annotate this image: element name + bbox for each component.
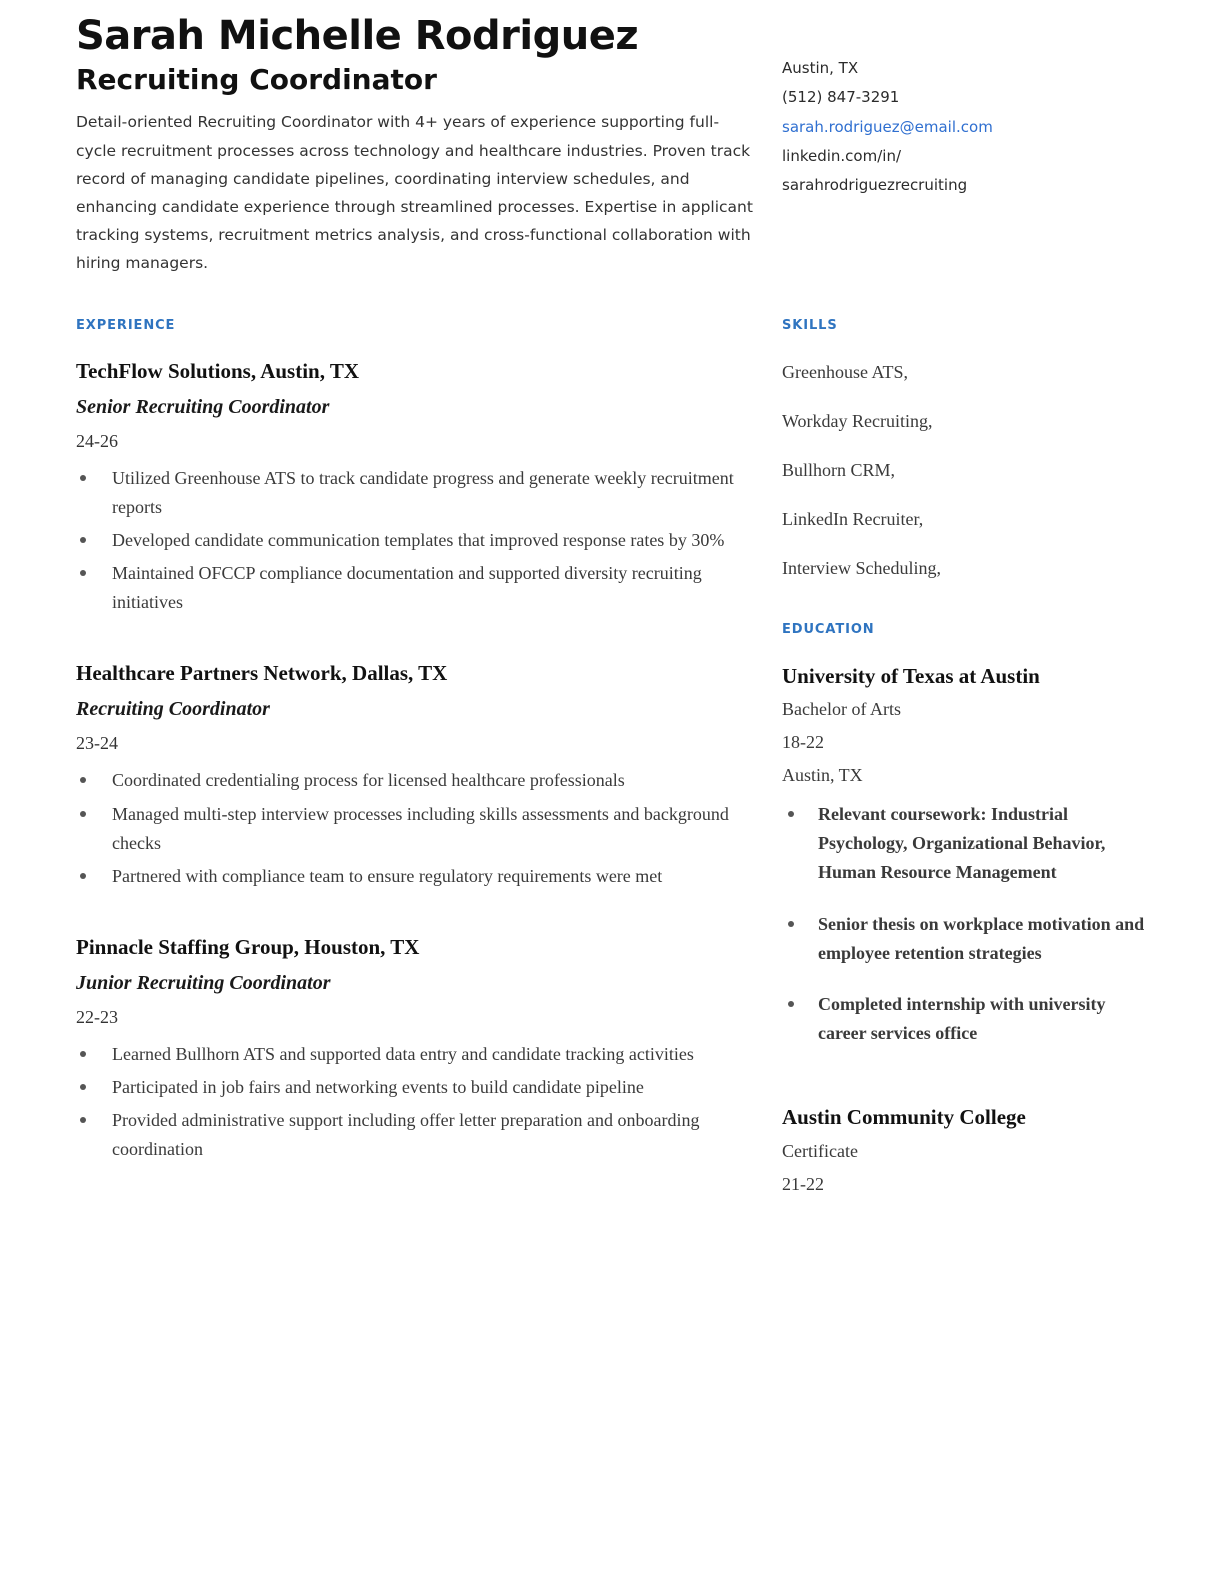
contact-linkedin-line1[interactable]: linkedin.com/in/ [782,146,902,165]
experience-entry [76,661,758,891]
list-item: Managed multi-step interview processes including skills assessments and background checks [76,800,758,858]
experience-dates: 22-23 [76,1007,118,1028]
skill-item: Interview Scheduling, [782,557,941,578]
experience-heading: EXPERIENCE [76,317,176,333]
list-item: Partnered with compliance team to ensure regulatory requirements were met [76,862,758,891]
skills-heading: SKILLS [782,317,838,333]
experience-bullets [76,464,758,618]
education-dates: 21-22 [782,1173,824,1194]
experience-role: Senior Recruiting Coordinator [76,395,330,418]
list-item: Maintained OFCCP compliance documentation and supported diversity recruiting initiatives [76,559,758,617]
education-school: University of Texas at Austin [782,663,1040,688]
list-item: Learned Bullhorn ATS and supported data entry and candidate tracking activities [76,1040,758,1069]
list-item: Provided administrative support including offer letter preparation and onboarding coordination [76,1106,758,1164]
job-title: Recruiting Coordinator [76,62,437,96]
experience-company: Healthcare Partners Network, Dallas, TX [76,661,448,686]
experience-bullets [76,1040,758,1165]
experience-entry [76,359,758,618]
professional-summary: Detail-oriented Recruiting Coordinator with 4+ years of experience supporting full-cycle recruitment processes across technology and healthcare industries. Proven track record of managing candidate pipelines, coordinating interview schedules, and enhancing candidate experience through streamlined processes. Expertise in applicant tracking systems, recruitment metrics analysis, and cross-functional collaboration with hiring managers. [76,113,753,273]
list-item: Utilized Greenhouse ATS to track candidate progress and generate weekly recruitment reports [76,464,758,522]
sidebar-column [782,318,1152,1235]
education-degree: Bachelor of Arts [782,699,901,720]
list-item: Senior thesis on workplace motivation and employee retention strategies [782,910,1152,968]
contact-location: Austin, TX [782,59,859,77]
experience-bullets [76,766,758,891]
education-degree: Certificate [782,1140,858,1161]
spacer [76,278,1152,318]
contact-email-link[interactable]: sarah.rodriguez@email.com [782,117,993,136]
list-item: Completed internship with university career services office [782,990,1152,1048]
body-row [76,318,1152,1235]
experience-role: Recruiting Coordinator [76,698,270,721]
experience-company: Pinnacle Staffing Group, Houston, TX [76,935,420,960]
skill-item: Greenhouse ATS, [782,361,908,382]
skill-item: Workday Recruiting, [782,410,933,431]
contact-phone: (512) 847-3291 [782,88,900,107]
experience-company: TechFlow Solutions, Austin, TX [76,358,360,383]
education-dates: 18-22 [782,732,824,753]
experience-column [76,318,782,1169]
experience-dates: 24-26 [76,430,118,451]
skill-item: LinkedIn Recruiter, [782,508,924,529]
education-entry [782,663,1152,1049]
skills-section [782,318,1152,582]
education-school: Austin Community College [782,1105,1026,1130]
education-entry [782,1104,1152,1194]
list-item: Relevant coursework: Industrial Psychology, Organizational Behavior, Human Resource Management [782,800,1152,887]
list-item: Coordinated credentialing process for licensed healthcare professionals [76,766,758,795]
education-heading: EDUCATION [782,621,875,637]
skill-item: Bullhorn CRM, [782,459,896,480]
experience-role: Junior Recruiting Coordinator [76,972,331,995]
experience-entry [76,935,758,1165]
education-location: Austin, TX [782,765,863,786]
education-section [782,622,1152,1195]
experience-dates: 23-24 [76,733,118,754]
contact-linkedin-line2[interactable]: sarahrodriguezrecruiting [782,176,968,194]
contact-block [782,14,1152,200]
header-row [76,14,1152,278]
header-main [76,14,782,278]
list-item: Developed candidate communication templates that improved response rates by 30% [76,526,758,555]
education-bullets [782,800,1152,1048]
page-title: Sarah Michelle Rodriguez [76,13,639,59]
list-item: Participated in job fairs and networking events to build candidate pipeline [76,1073,758,1102]
